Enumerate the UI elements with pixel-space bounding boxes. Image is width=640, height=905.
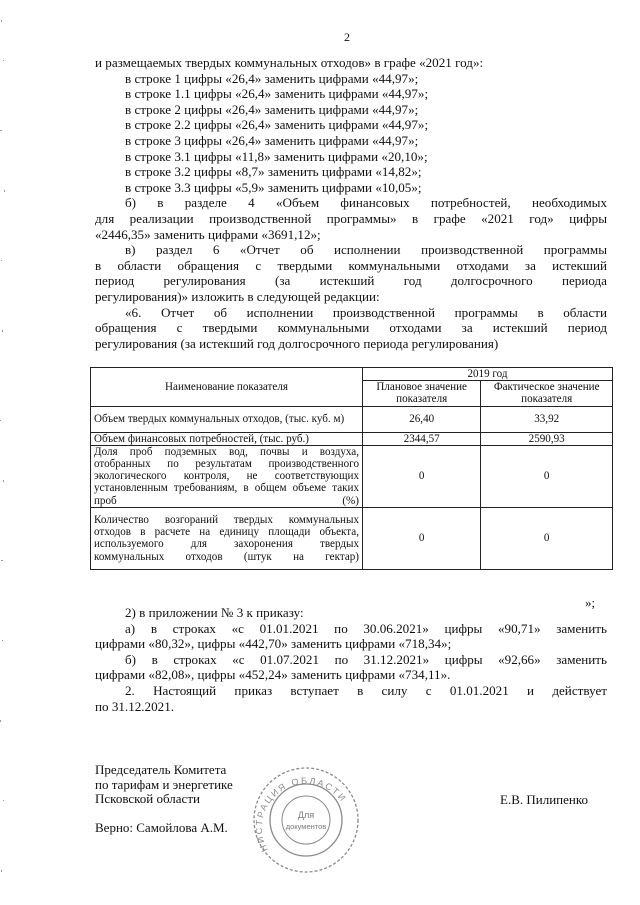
text-line: регулирования (за истекший год долгосрочного периода регулирования) [95,335,499,351]
row-actual: 2590,93 [481,432,613,445]
text-line: в строке 3.3 цифры «5,9» заменить цифрами «10,05»; [125,179,422,195]
text-line: а) в строках «с 01.01.2021 по 30.06.2021» цифры «90,71» заменить [125,620,607,636]
row-planned: 0 [363,445,481,507]
table-row [91,507,613,569]
text-line: регулирования)» изложить в следующей редакции: [95,288,380,304]
text-line: для реализации производственной программы» в графе «2021 год» цифры [95,210,607,226]
row-name: Объем финансовых потребностей, (тыс. руб.) [91,432,363,445]
text-line: в строке 1 цифры «26,4» заменить цифрами «44,97»; [125,70,419,86]
signature-block [95,763,233,807]
text-line: в области обращения с твердыми коммунальными отходами за истекший [95,257,607,273]
header-indicator-name: Наименование показателя [91,368,363,407]
row-name: Доля проб подземных вод, почвы и воздуха, отобранных по результатам производственного экологического контроля, не соответствующих установленным требованиям, в общем объеме таких проб (%) [91,445,363,507]
text-line: 2. Настоящий приказ вступает в силу с 01.01.2021 и действует [125,682,607,698]
scan-edge-noise [0,0,8,905]
row-planned: 0 [363,507,481,569]
text-line: «6. Отчет об исполнении производственной программы в области [125,304,607,320]
table-row [91,445,613,507]
row-planned: 2344,57 [363,432,481,445]
text-line: цифрами «80,32», цифры «442,70» заменить цифрами «718,34»; [95,636,452,652]
document-body-continued [95,605,607,714]
row-planned: 26,40 [363,406,481,432]
table-row [91,406,613,432]
text-line: «2446,35» заменить цифрами «3691,12»; [95,226,321,242]
row-actual: 0 [481,445,613,507]
signatory-title-line: Псковской области [95,791,200,806]
text-line: в строке 3.1 цифры «11,8» заменить цифрами «20,10»; [125,148,428,164]
text-line: 2) в приложении № 3 к приказу: [125,605,304,620]
text-line: цифрами «82,08», цифры «452,24» заменить цифрами «734,11». [95,667,451,683]
row-actual: 0 [481,507,613,569]
text-line: б) в строках «с 01.07.2021 по 31.12.2021» цифры «92,66» заменить [125,651,607,667]
text-line: в строке 1.1 цифры «26,4» заменить цифрами «44,97»; [125,86,429,102]
stamp-ring-text: НИСТРАЦИЯ ОБЛАСТИ [253,775,349,854]
row-name: Объем твердых коммунальных отходов, (тыс. куб. м) [91,406,363,432]
page-number: 2 [344,30,350,44]
text-line: в строке 2.2 цифры «26,4» заменить цифрами «44,97»; [125,117,429,133]
document-body [95,55,607,351]
text-line: в) раздел 6 «Отчет об исполнении производственной программы [125,242,607,258]
text-line: в строке 3.2 цифры «8,7» заменить цифрами «14,82»; [125,164,422,180]
text-line: обращения с твердыми коммунальными отходами за истекший период [95,320,607,336]
signatory-title-line: по тарифам и энергетике [95,776,233,792]
header-planned: Плановое значение показателя [363,381,481,406]
text-line: по 31.12.2021. [95,698,175,714]
text-line: в строке 2 цифры «26,4» заменить цифрами «44,97»; [125,101,419,117]
signatory-name: Е.В. Пилипенко [500,792,588,807]
row-actual: 33,92 [481,406,613,432]
table-header-row [91,368,613,381]
stamp-inner-line: Для [297,810,315,820]
header-actual: Фактическое значение показателя [481,381,613,406]
table-row [91,432,613,445]
closing-quote: »; [585,595,596,610]
signatory-title-line: Председатель Комитета [95,762,227,777]
text-line: в строке 3 цифры «26,4» заменить цифрами «44,97»; [125,132,419,148]
text-line: и размещаемых твердых коммунальных отходов» в графе «2021 год»: [95,55,484,70]
stamp-inner-line: документов [285,822,327,831]
indicators-table [90,367,613,570]
indicators-table-wrap [90,367,613,570]
verified-by: Верно: Самойлова А.М. [95,820,228,835]
text-line: б) в разделе 4 «Объем финансовых потребностей, необходимых [125,195,607,211]
row-name: Количество возгораний твердых коммунальных отходов в расчете на единицу площади объекта, используемого для захоронения твердых коммунальных отходов (штук на гектар) [91,507,363,569]
seal-stamp [250,758,362,878]
text-line: период регулирования (за истекший год долгосрочного периода [95,273,607,289]
header-year: 2019 год [363,368,613,381]
